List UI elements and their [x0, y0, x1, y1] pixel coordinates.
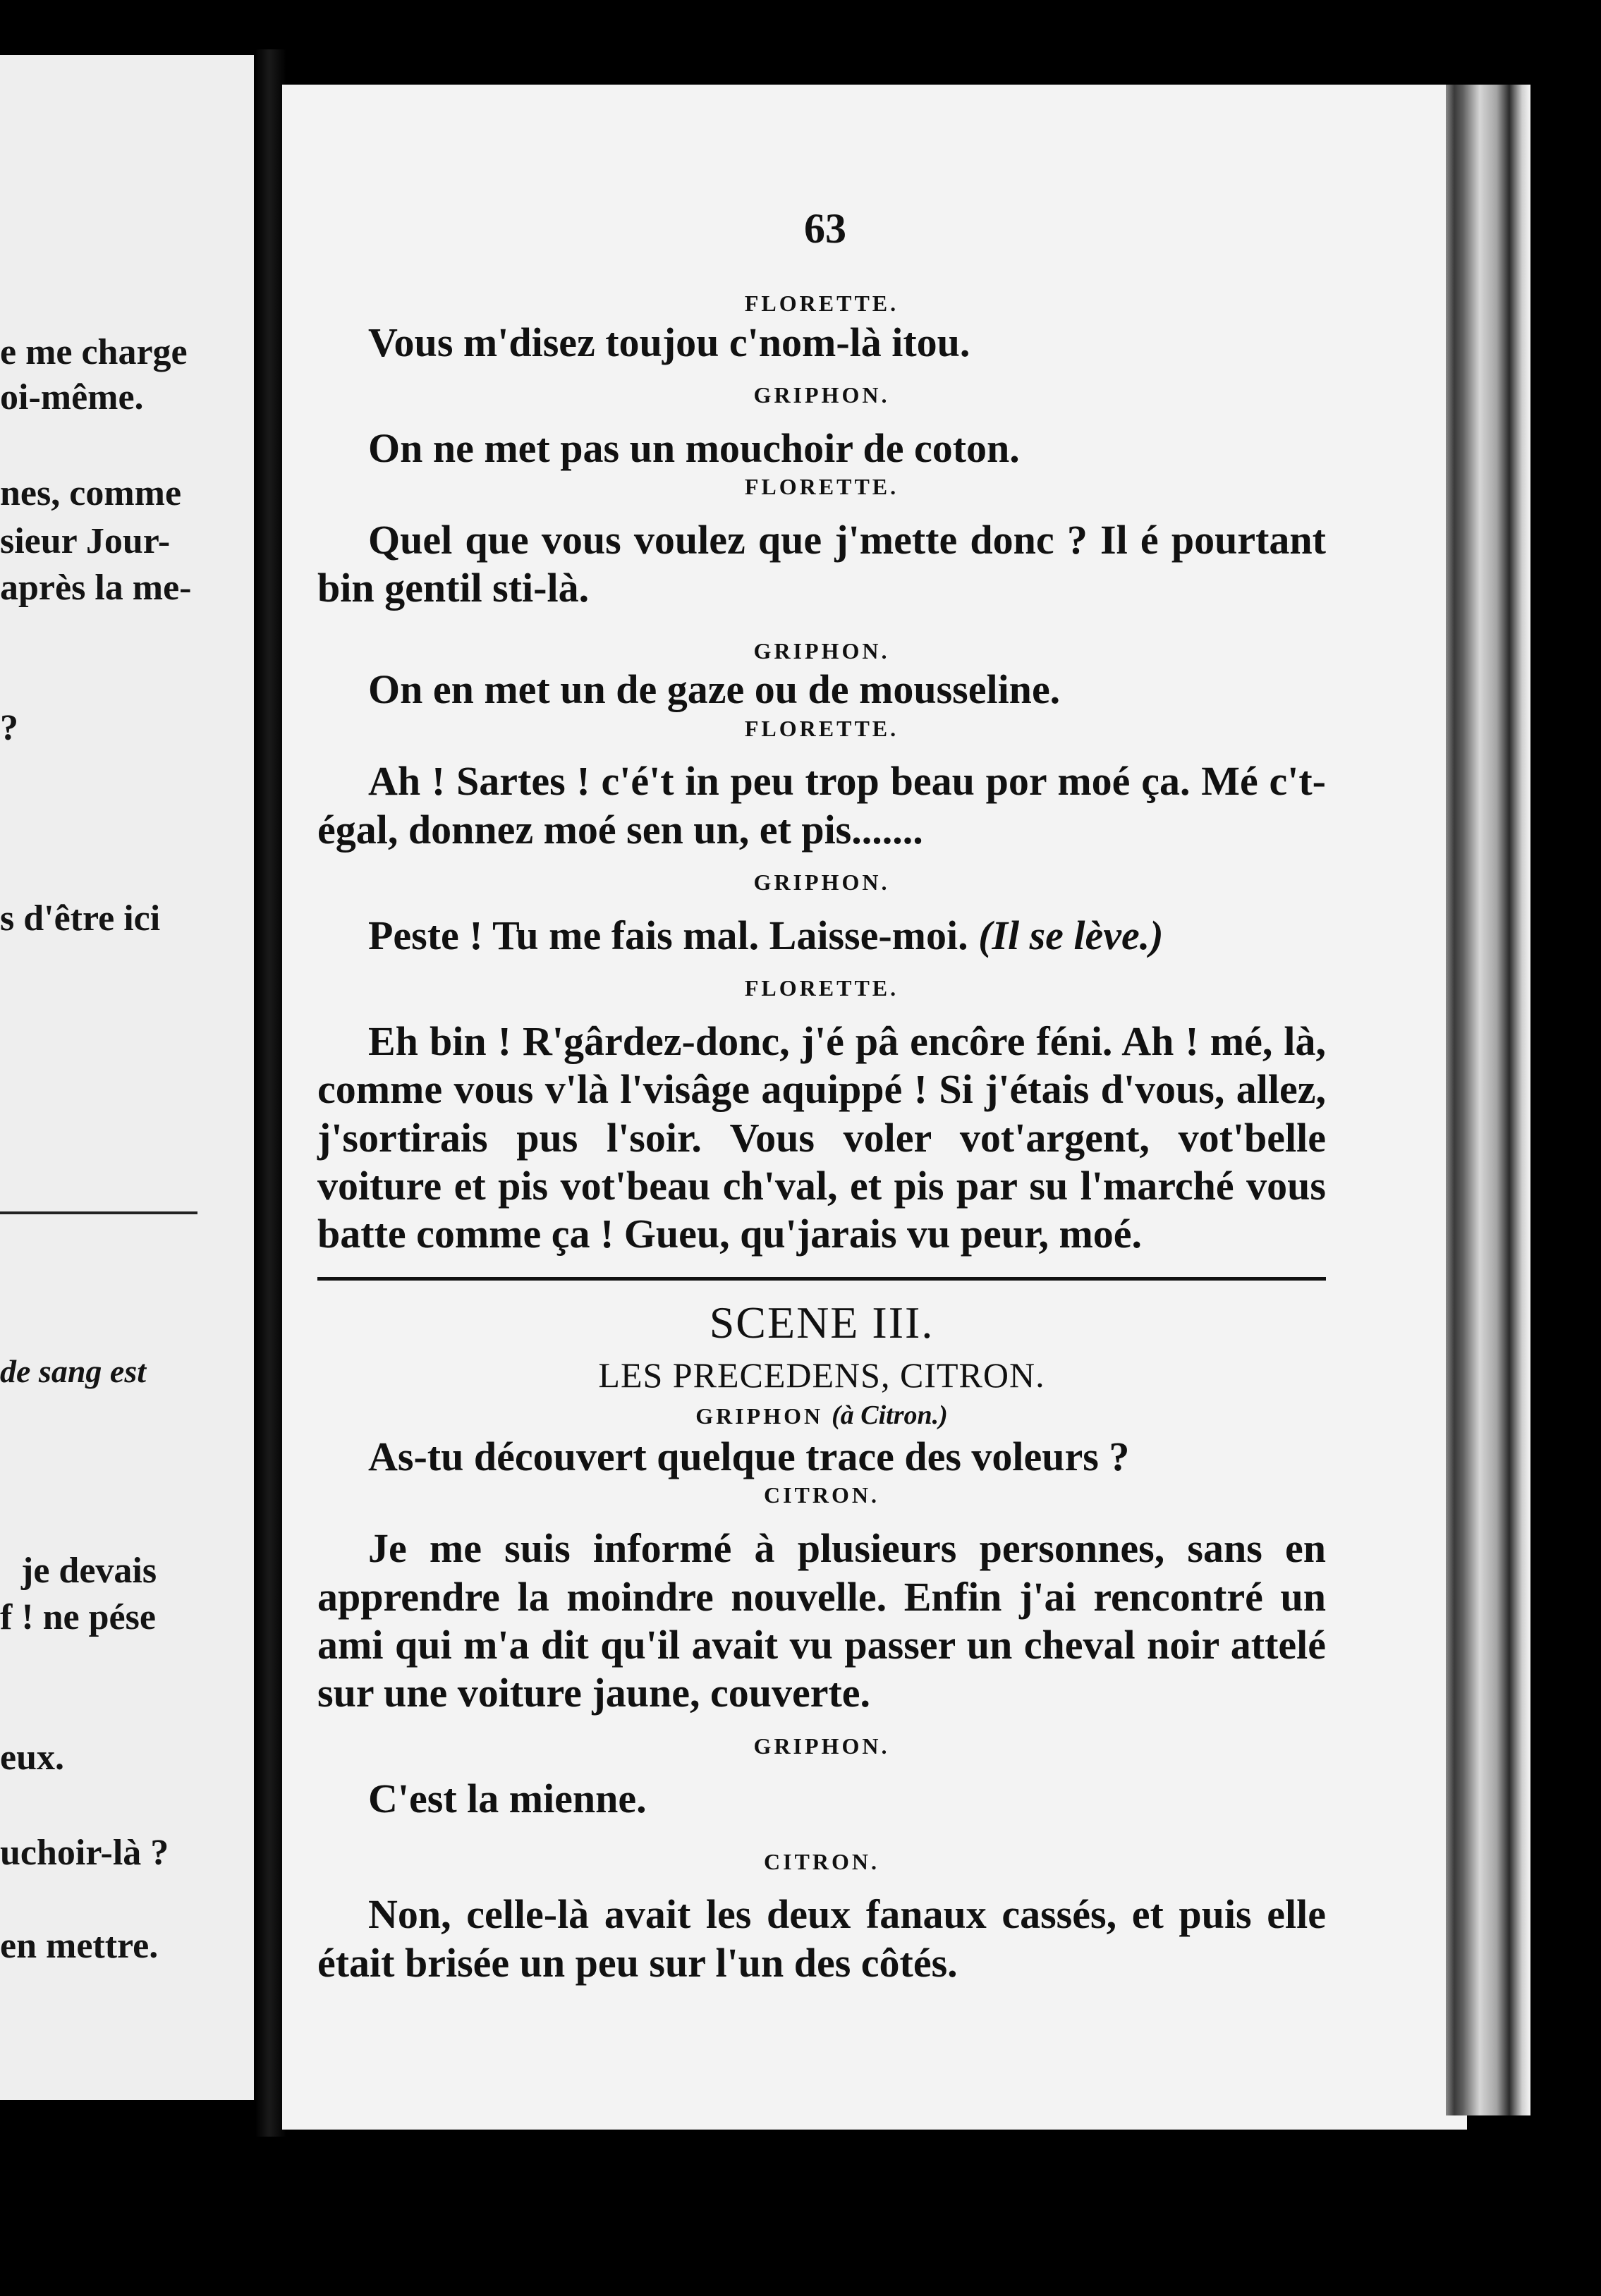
- scene-title: SCENE III.: [709, 1297, 935, 1348]
- speaker-name: FLORETTE.: [744, 715, 899, 741]
- dialogue-line: Non, celle-là avait les deux fanaux cassés, et puis elle était brisée un peu sur l'un des côtés.: [317, 1891, 1326, 1986]
- stage-direction: (à Citron.): [832, 1400, 948, 1430]
- left-page-line: de sang est: [0, 1353, 146, 1389]
- scene-divider: [317, 1277, 1326, 1281]
- dialogue-line: C'est la mienne.: [368, 1776, 647, 1822]
- left-facing-page: [0, 55, 254, 2100]
- dialogue-line: On en met un de gaze ou de mousseline.: [368, 666, 1061, 713]
- speaker-label: GRIPHON: [695, 1403, 824, 1429]
- dialogue-text: Peste ! Tu me fais mal. Laisse-moi.: [368, 912, 968, 958]
- speaker-name: FLORETTE.: [744, 291, 899, 316]
- speaker-name: [317, 1398, 1326, 1433]
- dialogue-line: On ne met pas un mouchoir de coton.: [368, 425, 1020, 471]
- left-page-line: nes, comme: [0, 473, 182, 513]
- left-page-line: sieur Jour-: [0, 521, 171, 561]
- scene-characters: LES PRECEDENS, CITRON.: [598, 1355, 1045, 1395]
- left-page-line: s d'être ici: [0, 898, 161, 939]
- left-page-line: après la me-: [0, 568, 192, 608]
- left-page-line: f ! ne pése: [0, 1597, 156, 1637]
- dialogue-line: Ah ! Sartes ! c'é't in peu trop beau por moé ça. Mé c't-égal, donnez moé sen un, et pis.......: [317, 758, 1326, 853]
- dialogue-line: Eh bin ! R'gârdez-donc, j'é pâ encôre féni. Ah ! mé, là, comme vous v'là l'visâge aquippé ! Si j'étais d'vous, allez, j'sortirais pus l'soir. Vous voler vot'argent, vot'belle voiture et pis vot'beau ch'val, et pis par su l'marché vous batte comme ça ! Gueu, qu'jarais vu peur, moé.: [317, 1018, 1326, 1257]
- speaker-name: GRIPHON.: [753, 1733, 890, 1759]
- speaker-name: GRIPHON.: [753, 869, 890, 896]
- speaker-name: CITRON.: [763, 1482, 879, 1508]
- dialogue-line: Quel que vous voulez que j'mette donc ? Il é pourtant bin gentil sti-là.: [317, 516, 1326, 611]
- left-page-line: en mettre.: [0, 1926, 159, 1966]
- left-page-line: eux.: [0, 1738, 64, 1778]
- page-edge-stack: [1446, 85, 1530, 2115]
- speaker-name: GRIPHON.: [753, 382, 890, 408]
- left-page-line: e me charge: [0, 332, 188, 372]
- page-number: 63: [804, 205, 846, 252]
- left-page-line: oi-même.: [0, 377, 144, 417]
- dialogue-line: Je me suis informé à plusieurs personnes, sans en apprendre la moindre nouvelle. Enfin j'ai rencontré un ami qui m'a dit qu'il avait vu passer un cheval noir attelé sur une voiture jaune, couverte.: [317, 1525, 1326, 1716]
- page-text: [317, 201, 1326, 1987]
- left-page-line: ?: [0, 708, 18, 748]
- dialogue-line: As-tu découvert quelque trace des voleurs ?: [368, 1434, 1130, 1480]
- speaker-name: CITRON.: [763, 1848, 879, 1874]
- left-page-divider: [0, 1211, 197, 1214]
- stage-direction: (Il se lève.): [978, 912, 1164, 958]
- speaker-name: FLORETTE.: [744, 474, 899, 500]
- left-page-line: uchoir-là ?: [0, 1833, 169, 1873]
- speaker-name: GRIPHON.: [753, 637, 890, 664]
- speaker-name: FLORETTE.: [744, 975, 899, 1001]
- left-page-line: je devais: [21, 1551, 157, 1591]
- dialogue-line: [317, 912, 1326, 960]
- dialogue-line: Vous m'disez toujou c'nom-là itou.: [368, 319, 970, 365]
